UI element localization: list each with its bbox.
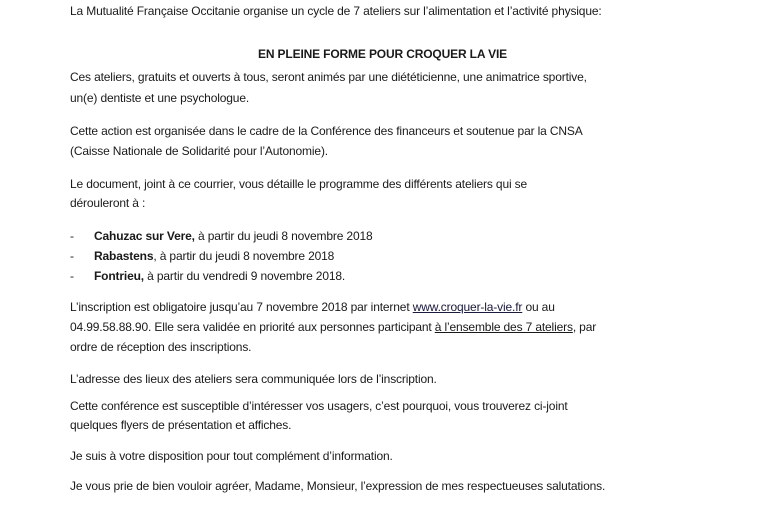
para-flyers-line2: quelques flyers de présentation et affiches. <box>70 418 292 432</box>
bullet: - <box>70 229 74 243</box>
para-program-line1: Le document, joint à ce courrier, vous détaille le programme des différents ateliers qui se <box>70 177 528 191</box>
text: 04.99.58.88.90. Elle sera validée en priorité aux personnes participant <box>70 320 432 334</box>
location-detail: à partir du jeudi 8 novembre 2018 <box>194 229 373 243</box>
location-place: Fontrieu, <box>94 269 144 283</box>
location-detail: , à partir du jeudi 8 novembre 2018 <box>153 249 335 263</box>
bullet: - <box>70 249 74 263</box>
location-item <box>70 269 695 284</box>
para-closing: Je vous prie de bien vouloir agréer, Madame, Monsieur, l’expression de mes respectueuses salutations. <box>70 479 606 493</box>
location-item <box>70 229 695 244</box>
para-animators-line1: Ces ateliers, gratuits et ouverts à tous, seront animés par une diététicienne, une animatrice sportive, <box>70 70 587 84</box>
location-item <box>70 249 695 264</box>
para-address: L’adresse des lieux des ateliers sera communiquée lors de l’inscription. <box>70 372 437 386</box>
underlined-text: à l’ensemble des 7 ateliers <box>434 320 573 334</box>
bullet: - <box>70 269 74 283</box>
inscription-line1 <box>70 300 695 315</box>
inscription-line2 <box>70 320 695 335</box>
location-detail: à partir du vendredi 9 novembre 2018. <box>143 269 346 283</box>
para-funding-line2: (Caisse Nationale de Solidarité pour l’Autonomie). <box>70 144 328 158</box>
event-title: EN PLEINE FORME POUR CROQUER LA VIE <box>258 47 507 61</box>
para-animators-line2: un(e) dentiste et une psychologue. <box>70 91 250 105</box>
website-link[interactable]: www.croquer-la-vie.fr <box>412 300 523 314</box>
inscription-line3: ordre de réception des inscriptions. <box>70 340 252 354</box>
para-flyers-line1: Cette conférence est susceptible d’intéresser vos usagers, c’est pourquoi, vous trouverez ci-joint <box>70 399 568 413</box>
para-program-line2: dérouleront à : <box>70 196 146 210</box>
para-availability: Je suis à votre disposition pour tout complément d’information. <box>70 449 393 463</box>
intro-line: La Mutualité Française Occitanie organise un cycle de 7 ateliers sur l’alimentation et l’activité physique: <box>70 4 602 18</box>
text: L’inscription est obligatoire jusqu’au 7 novembre 2018 par internet <box>70 300 410 314</box>
para-funding-line1: Cette action est organisée dans le cadre de la Conférence des financeurs et soutenue par la CNSA <box>70 124 583 138</box>
text: ou au <box>525 300 555 314</box>
text: , par <box>572 320 597 334</box>
location-place: Rabastens <box>94 249 154 263</box>
location-place: Cahuzac sur Vere, <box>94 229 195 243</box>
